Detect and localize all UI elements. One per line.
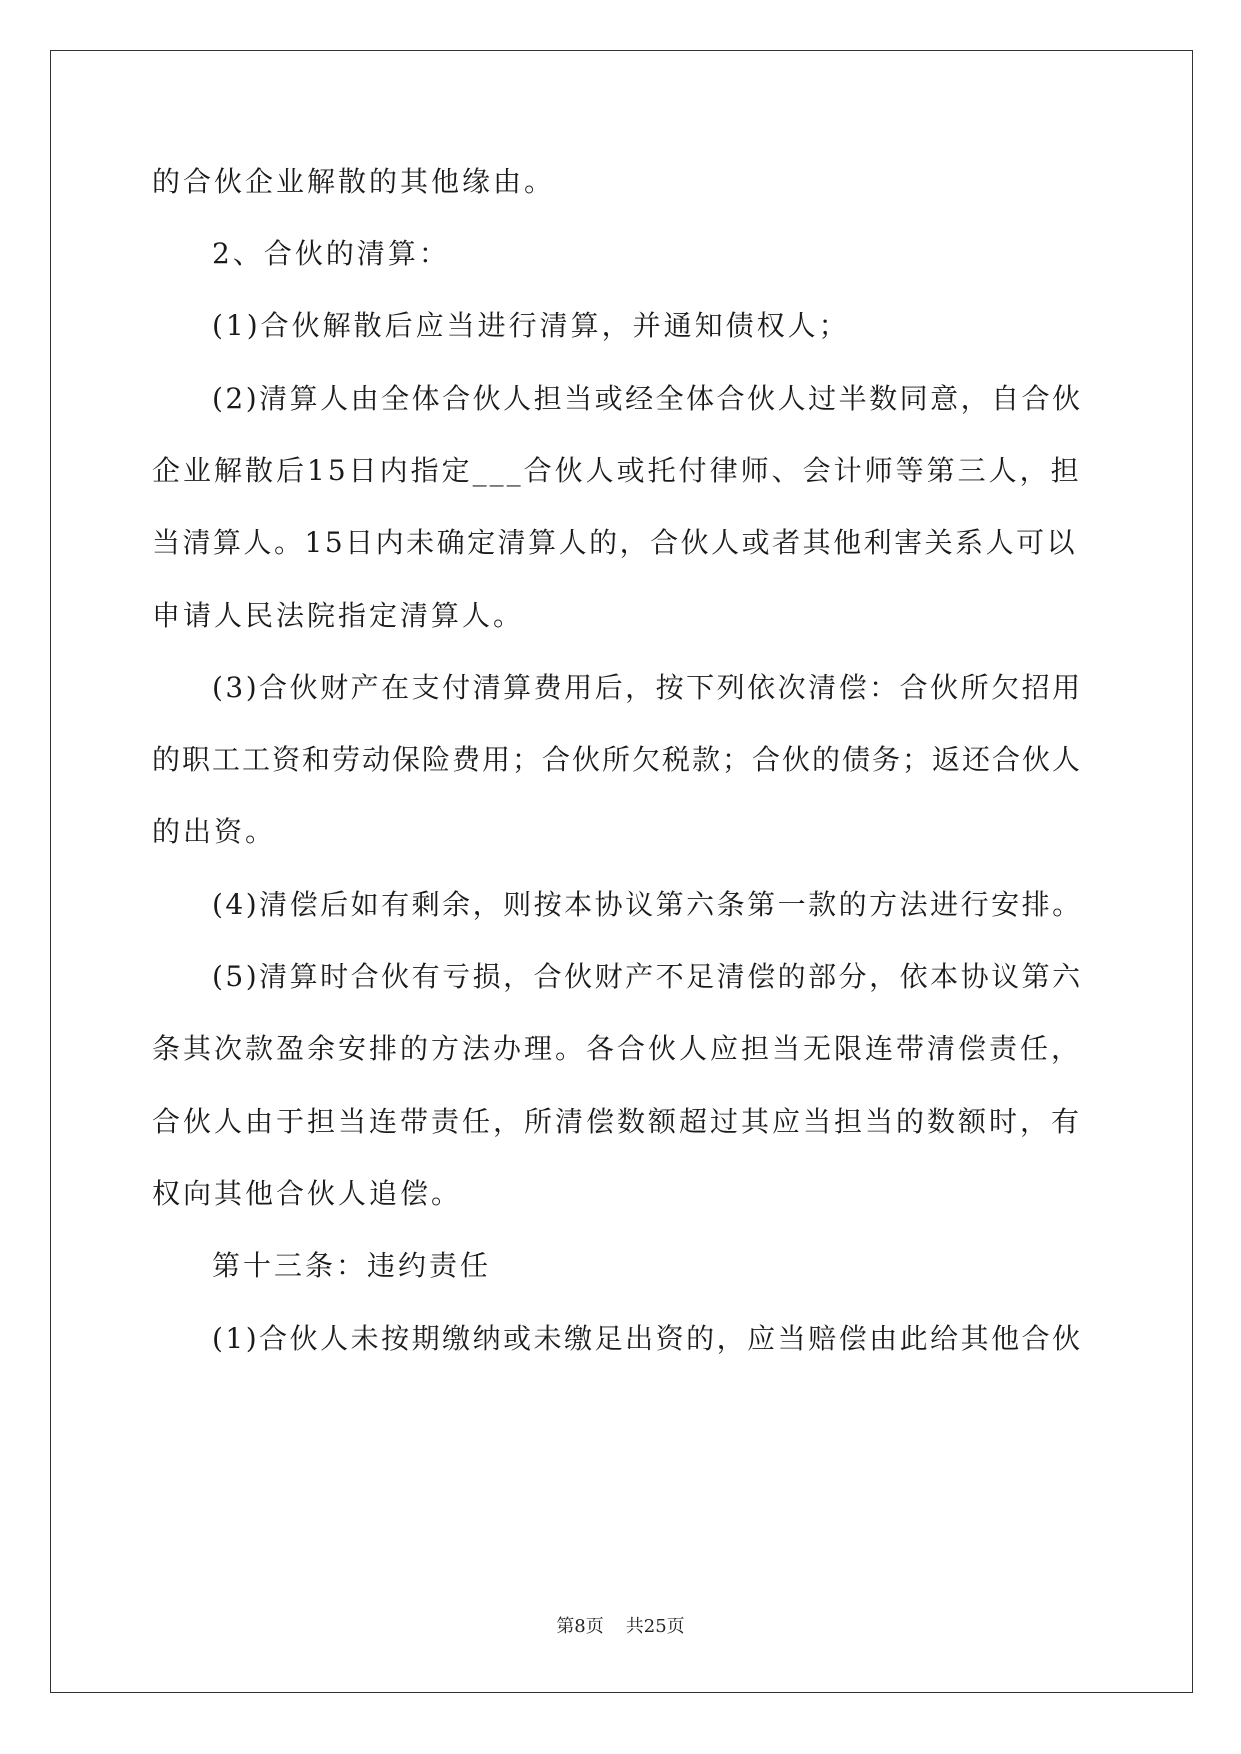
text-line: (2)清算人由全体合伙人担当或经全体合伙人过半数同意，自合伙 [212, 382, 1083, 415]
text-line: (5)清算时合伙有亏损，合伙财产不足清偿的部分，依本协议第六 [212, 960, 1083, 993]
text-line: 企业解散后15日内指定___合伙人或托付律师、会计师等第三人，担 [152, 454, 1082, 487]
text-line: (3)合伙财产在支付清算费用后，按下列依次清偿：合伙所欠招用 [212, 671, 1083, 704]
text-line: 合伙人由于担当连带责任，所清偿数额超过其应当担当的数额时，有 [152, 1105, 1083, 1138]
text-line: 2、合伙的清算： [212, 237, 450, 270]
text-line: 当清算人。15日内未确定清算人的，合伙人或者其他利害关系人可以 [152, 526, 1078, 559]
text-line: 的合伙企业解散的其他缘由。 [152, 165, 556, 198]
text-line: 条其次款盈余安排的方法办理。各合伙人应担当无限连带清偿责任， [152, 1032, 1083, 1065]
text-line: (1)合伙解散后应当进行清算，并通知债权人； [212, 309, 850, 342]
page-number: 第8页 [556, 1616, 604, 1637]
page-footer [0, 1615, 1241, 1639]
text-line: 申请人民法院指定清算人。 [152, 599, 525, 632]
text-line: 的职工工资和劳动保险费用；合伙所欠税款；合伙的债务；返还合伙人 [152, 743, 1083, 776]
page-border [50, 50, 1193, 1693]
text-line: 第十三条：违约责任 [212, 1249, 492, 1282]
text-line: 的出资。 [152, 815, 277, 848]
text-line: (1)合伙人未按期缴纳或未缴足出资的，应当赔偿由此给其他合伙 [212, 1322, 1083, 1355]
text-line: (4)清偿后如有剩余，则按本协议第六条第一款的方法进行安排。 [212, 888, 1083, 921]
page-total: 共25页 [625, 1616, 685, 1637]
text-line: 权向其他合伙人追偿。 [152, 1177, 463, 1210]
